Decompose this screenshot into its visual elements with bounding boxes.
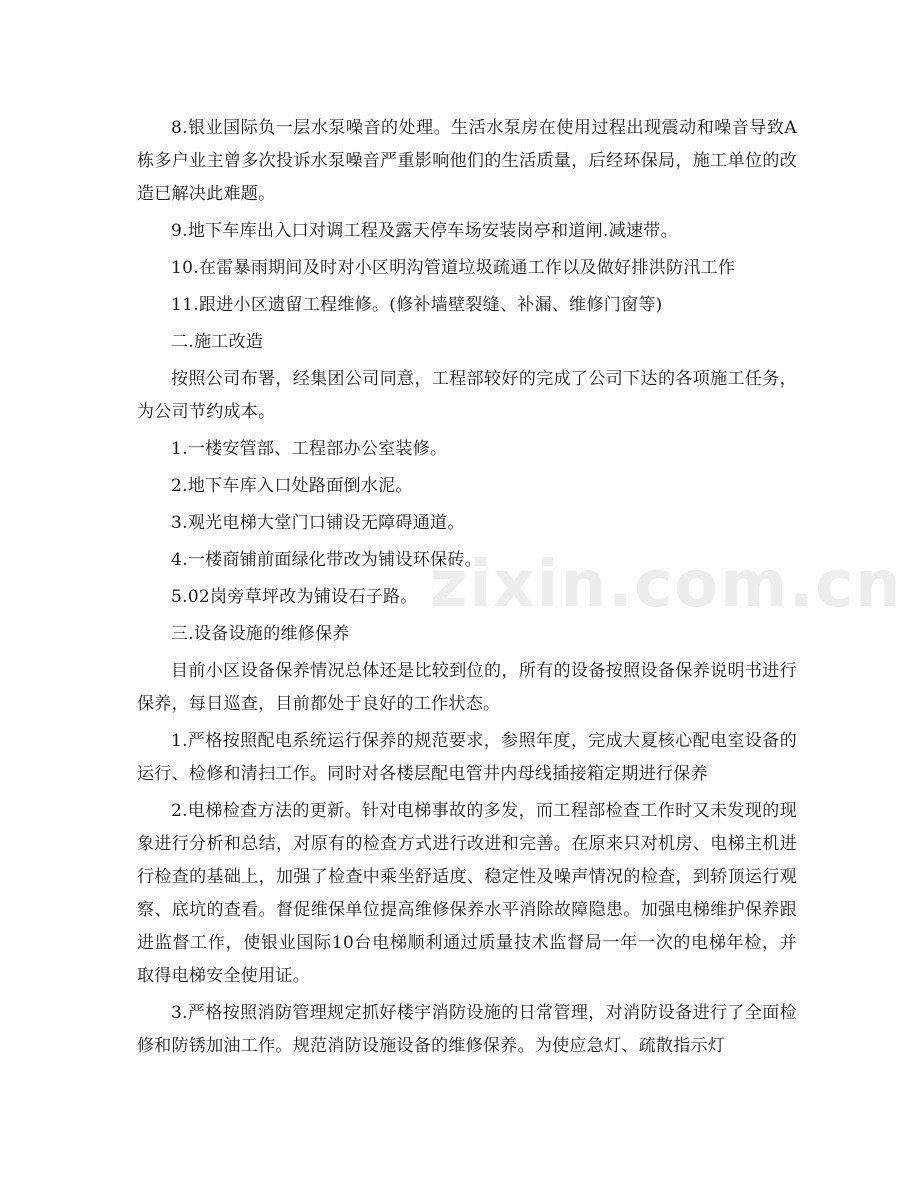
construction-item-2: 2.地下车库入口处路面倒水泥。 <box>171 476 413 496</box>
paragraph-construction-intro: 按照公司布署，经集团公司同意，工程部较好的完成了公司下达的各项施工任务，为公司节约成本。 <box>137 369 797 422</box>
construction-item-1: 1.一楼安管部、工程部办公室装修。 <box>171 439 448 459</box>
watermark-text: zixin.com.cn <box>430 548 903 622</box>
construction-item-3: 3.观光电梯大堂门口铺设无障碍通道。 <box>171 513 465 533</box>
paragraph-item-8: 8.银业国际负一层水泵噪音的处理。生活水泵房在使用过程出现震动和噪音导致A栋多户业主曾多次投诉水泵噪音严重影响他们的生活质量，后经环保局，施工单位的改造已解决此难题。 <box>137 118 797 204</box>
paragraph-item-10: 10.在雷暴雨期间及时对小区明沟管道垃圾疏通工作以及做好排洪防汛工作 <box>171 258 736 278</box>
document-body <box>137 112 797 1067</box>
section-heading-construction: 二.施工改造 <box>171 332 264 352</box>
section-heading-maintenance: 三.设备设施的维修保养 <box>171 624 350 644</box>
maintenance-item-1: 1.严格按照配电系统运行保养的规范要求，参照年度，完成大夏核心配电室设备的运行、检修和清扫工作。同时对各楼层配电管井内母线插接箱定期进行保养 <box>137 731 797 784</box>
paragraph-maintenance-intro: 目前小区设备保养情况总体还是比较到位的，所有的设备按照设备保养说明书进行保养，每日巡查，目前都处于良好的工作状态。 <box>137 661 797 714</box>
construction-item-4: 4.一楼商铺前面绿化带改为铺设环保砖。 <box>171 550 482 570</box>
construction-item-5: 5.02岗旁草坪改为铺设石子路。 <box>171 587 418 607</box>
maintenance-item-3: 3.严格按照消防管理规定抓好楼宇消防设施的日常管理，对消防设备进行了全面检修和防锈加油工作。规范消防设施设备的维修保养。为使应急灯、疏散指示灯 <box>137 1003 797 1056</box>
paragraph-item-9: 9.地下车库出入口对调工程及露天停车场安装岗亭和道闸.减速带。 <box>171 221 678 241</box>
maintenance-item-2: 2.电梯检查方法的更新。针对电梯事故的多发，而工程部检查工作时又未发现的现象进行分析和总结，对原有的检查方式进行改进和完善。在原来只对机房、电梯主机进行检查的基础上，加强了检查中乘坐舒适度、稳定性及噪声情况的检查，到轿顶运行观察、底坑的查看。督促维保单位提高维修保养水平消除故障隐患。加强电梯维护保养跟进监督工作，使银业国际10台电梯顺利通过质量技术监督局一年一次的电梯年检，并取得电梯安全使用证。 <box>137 801 797 986</box>
paragraph-item-11: 11.跟进小区遗留工程维修。(修补墙壁裂缝、补漏、维修门窗等) <box>171 295 663 315</box>
